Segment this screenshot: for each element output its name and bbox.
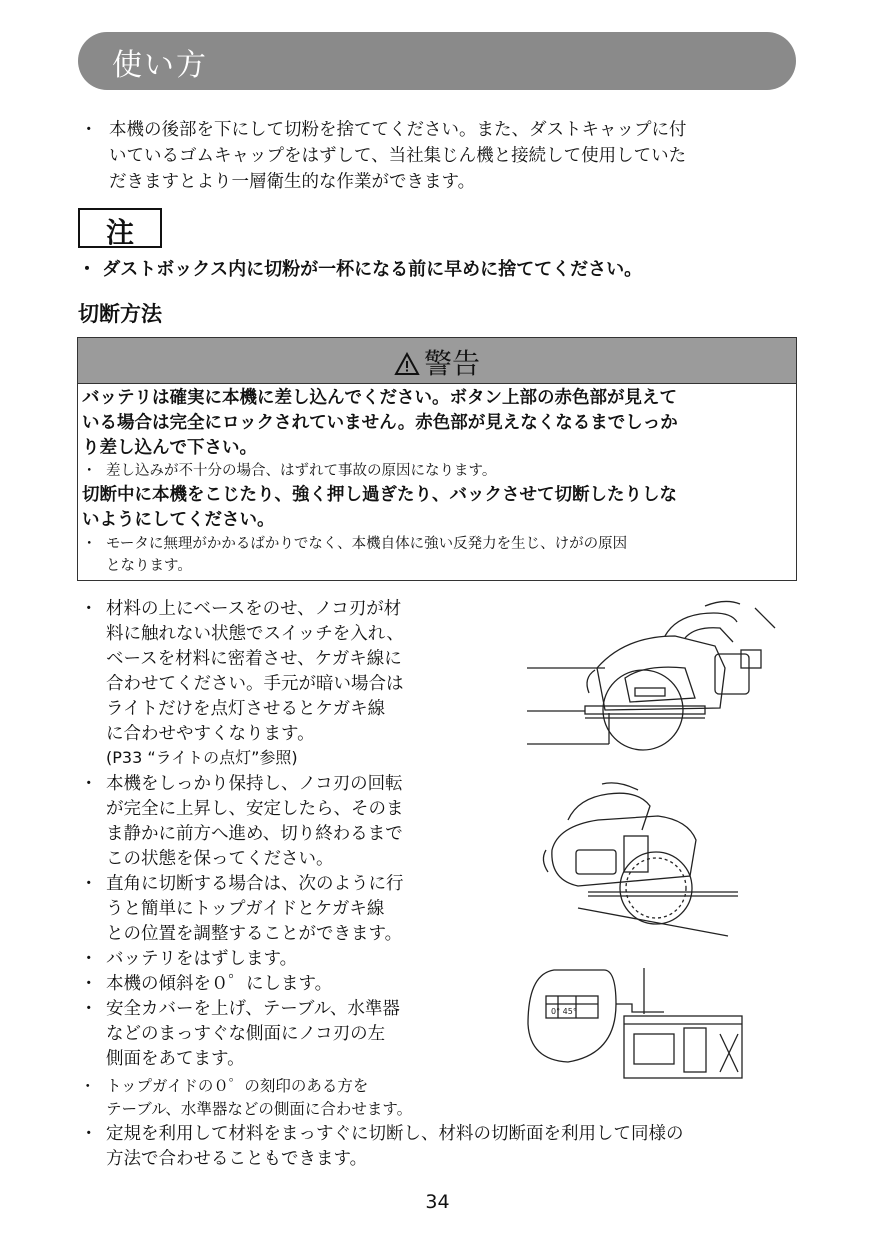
- step-line: この状態を保ってください。: [106, 849, 334, 869]
- warning-subnote: ・ 差し込みが不十分の場合、はずれて事故の原因になります。: [82, 460, 496, 482]
- step-line: 本機の傾斜を０゜にします。: [106, 974, 333, 994]
- warning-text-line: 切断中に本機をこじたり、強く押し過ぎたり、バックさせて切断したりしな: [82, 485, 677, 505]
- intro-line: いているゴムキャップをはずして、当社集じん機と接続して使用していた: [109, 146, 687, 166]
- note-item: ・ ダストボックス内に切粉が一杯になる前に早めに捨ててください。: [78, 259, 643, 280]
- step-line: に合わせやすくなります。: [106, 724, 315, 744]
- step-line: トップガイドの０゜の刻印のある方を: [106, 1077, 369, 1095]
- guide-marks-label: 0° 45°: [551, 1007, 577, 1016]
- step-line: テーブル、水準器などの側面に合わせます。: [106, 1100, 413, 1118]
- step-line: 直角に切断する場合は、次のように行: [106, 874, 404, 894]
- step-line: ま静かに前方へ進め、切り終わるまで: [106, 824, 403, 844]
- bullet-dot: ・: [82, 463, 97, 479]
- step-line: 側面をあてます。: [106, 1049, 245, 1069]
- warning-title: 警告: [423, 347, 480, 380]
- bullet-dot: ・: [80, 999, 98, 1019]
- figure-saw-setup: [525, 598, 785, 763]
- step-line: 本機をしっかり保持し、ノコ刃の回転: [106, 774, 403, 794]
- step-line: 安全カバーを上げ、テーブル、水準器: [106, 999, 400, 1019]
- note-label: 注: [105, 216, 134, 249]
- step-line: 合わせてください。手元が暗い場合は: [106, 674, 404, 694]
- bullet-dot: ・: [80, 1124, 98, 1144]
- section-header-title: 使い方: [112, 48, 208, 83]
- warning-text-line: り差し込んで下さい。: [82, 438, 257, 458]
- warning-subnote-cont: となります。: [106, 558, 192, 574]
- figure-saw-cutting: [538, 780, 760, 938]
- step-line: 材料の上にベースをのせ、ノコ刃が材: [106, 599, 402, 619]
- step-line: が完全に上昇し、安定したら、そのま: [106, 799, 404, 819]
- intro-paragraph: [80, 117, 800, 197]
- bullet-dot: ・: [80, 120, 98, 140]
- bullet-dot: ・: [80, 874, 98, 894]
- warning-triangle-icon: [394, 352, 420, 376]
- bullet-dot: ・: [80, 949, 98, 969]
- step-line: ライトだけを点灯させるとケガキ線: [106, 699, 386, 719]
- bullet-dot: ・: [80, 774, 98, 794]
- bullet-dot: ・: [82, 536, 97, 552]
- warning-text-line: いようにしてください。: [82, 510, 275, 530]
- warning-subnote: ・ モータに無理がかかるばかりでなく、本機自体に強い反発力を生じ、けがの原因: [82, 533, 627, 555]
- page-number: 34: [425, 1191, 450, 1213]
- figure-top-guide-detail: [524, 964, 746, 1082]
- section-header-bar: [78, 32, 796, 90]
- step-line: などのまっすぐな側面にノコ刃の左: [106, 1024, 386, 1044]
- step-line: との位置を調整することができます。: [106, 924, 403, 944]
- step-reference: (P33 “ライトの点灯”参照): [106, 748, 298, 767]
- step-line: バッテリをはずします。: [106, 949, 298, 969]
- warning-header: [78, 338, 796, 384]
- bullet-dot: ・: [80, 974, 98, 994]
- intro-line: だきますとより一層衛生的な作業ができます。: [109, 172, 476, 192]
- bullet-dot: ・: [80, 599, 98, 619]
- step-line: 方法で合わせることもできます。: [106, 1149, 368, 1169]
- step-line: ベースを材料に密着させ、ケガキ線に: [106, 649, 402, 669]
- step-line: うと簡単にトップガイドとケガキ線: [106, 899, 385, 919]
- step-line: 定規を利用して材料をまっすぐに切断し、材料の切断面を利用して同様の: [106, 1124, 684, 1144]
- warning-text-line: いる場合は完全にロックされていません。赤色部が見えなくなるまでしっか: [82, 413, 678, 433]
- bullet-dot: ・: [80, 1077, 96, 1095]
- warning-box: [77, 337, 797, 581]
- intro-line: 本機の後部を下にして切粉を捨ててください。また、ダストキャップに付: [109, 120, 687, 140]
- section-title: 切断方法: [78, 302, 162, 326]
- note-label-box: [78, 208, 162, 248]
- warning-text-line: バッテリは確実に本機に差し込んでください。ボタン上部の赤色部が見えて: [82, 388, 677, 408]
- step-line: 料に触れない状態でスイッチを入れ、: [106, 624, 404, 644]
